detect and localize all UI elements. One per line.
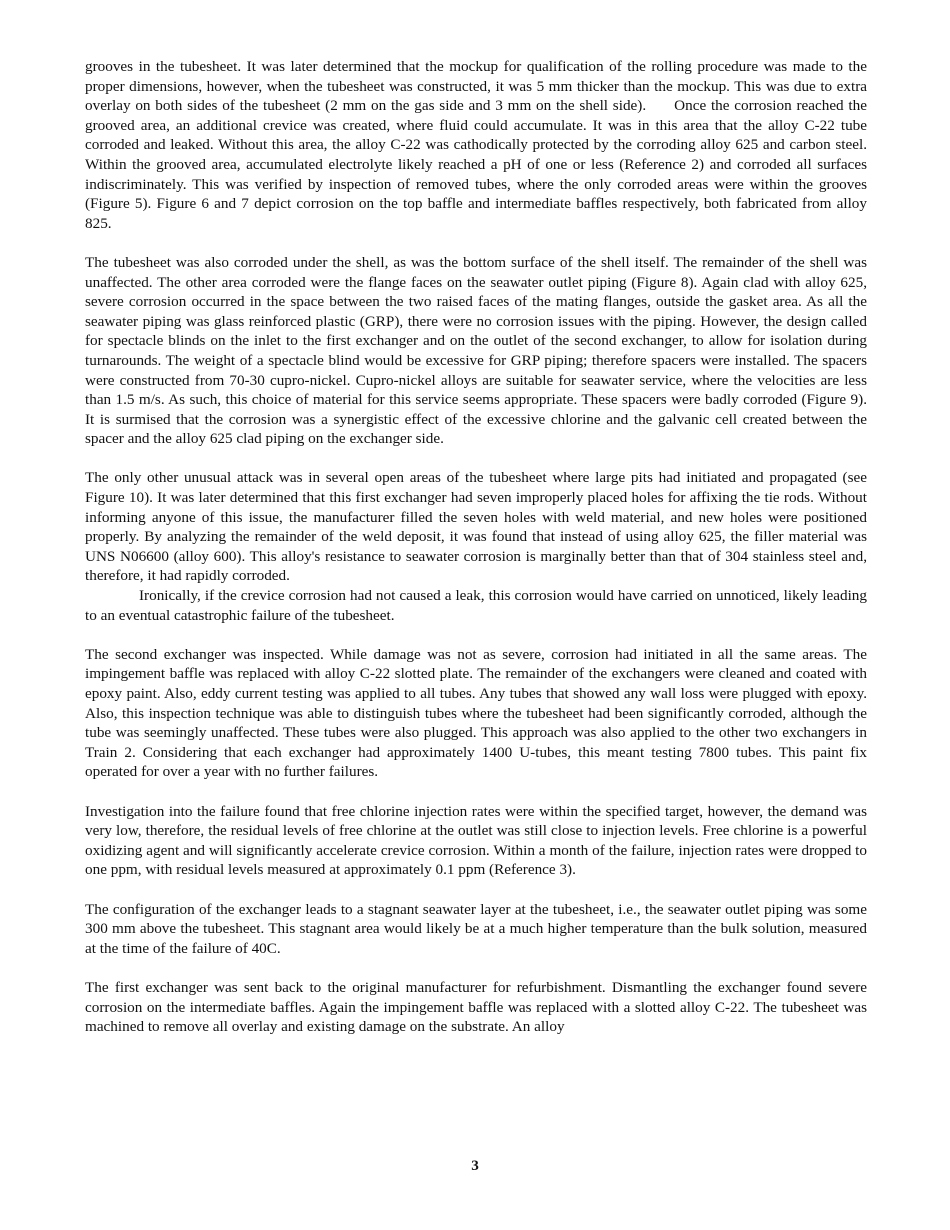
- paragraph-3: [85, 468, 867, 625]
- paragraph-7: The first exchanger was sent back to the original manufacturer for refurbishment. Dismantling the exchanger found severe corrosion on the intermediate baffles. Again the impingement baffle was replaced with a slotted alloy C-22. The tubesheet was machined to remove all overlay and existing damage on the substrate. An alloy: [85, 978, 867, 1036]
- paragraph-1-part-b: Once the corrosion reached the grooved area, an additional crevice was created, where fluid could accumulate. It was in this area that the alloy C-22 tube corroded and leaked. Without this area, the alloy C-22 was cathodically protected by the corroding alloy 625 and carbon steel. Within the grooved area, accumulated electrolyte likely reached a pH of one or less (Reference 2) and corroded all surfaces indiscriminately. This was verified by inspection of removed tubes, where the only corroded areas were within the grooves (Figure 5). Figure 6 and 7 depict corrosion on the top baffle and intermediate baffles respectively, both fabricated from alloy 825.: [85, 97, 867, 232]
- paragraph-3-part-b: Ironically, if the crevice corrosion had not caused a leak, this corrosion would have carried on unnoticed, likely leading to an eventual catastrophic failure of the tubesheet.: [85, 587, 867, 624]
- paragraph-5: Investigation into the failure found that free chlorine injection rates were within the specified target, however, the demand was very low, therefore, the residual levels of free chlorine at the outlet was still close to injection levels. Free chlorine is a powerful oxidizing agent and will significantly accelerate crevice corrosion. Within a month of the failure, injection rates were dropped to one ppm, with residual levels measured at approximately 0.1 ppm (Reference 3).: [85, 802, 867, 879]
- page-body: [85, 57, 867, 1056]
- paragraph-6: The configuration of the exchanger leads to a stagnant seawater layer at the tubesheet, i.e., the seawater outlet piping was some 300 mm above the tubesheet. This stagnant area would likely be at a much higher temperature than the bulk solution, measured at the time of the failure of 40C.: [85, 900, 867, 957]
- paragraph-1-part-a: grooves in the tubesheet. It was later determined that the mockup for qualification of the rolling procedure was made to the proper dimensions, however, when the tubesheet was constructed, it was 5 mm thicker than the mockup. This was due to extra overlay on both sides of the tubesheet (2 mm on the gas side and 3 mm on the shell side).: [85, 58, 867, 115]
- paragraph-1: [85, 57, 867, 233]
- paragraph-3-part-a: The only other unusual attack was in several open areas of the tubesheet where large pits had initiated and propagated (see Figure 10). It was later determined that this first exchanger had seven improperly placed holes for affixing the tie rods. Without informing anyone of this issue, the manufacturer filled the seven holes with weld material, and new holes were positioned properly. By analyzing the remainder of the weld deposit, it was found that instead of using alloy 625, the filler material was UNS N06600 (alloy 600). This alloy's resistance to seawater corrosion is marginally better than that of 304 stainless steel and, therefore, it had rapidly corroded.: [85, 469, 867, 585]
- paragraph-2: The tubesheet was also corroded under the shell, as was the bottom surface of the shell itself. The remainder of the shell was unaffected. The other area corroded were the flange faces on the seawater outlet piping (Figure 8). Again clad with alloy 625, severe corrosion occurred in the space between the two raised faces of the mating flanges, outside the gasket area. As all the seawater piping was glass reinforced plastic (GRP), there were no corrosion issues with the piping. However, the design called for spectacle blinds on the inlet to the first exchanger and on the outlet of the second exchanger, to allow for isolation during turnarounds. The weight of a spectacle blind would be excessive for GRP piping; therefore spacers were installed. The spacers were constructed from 70-30 cupro-nickel. Cupro-nickel alloys are suitable for seawater service, where the velocities are less than 1.5 m/s. As such, this choice of material for this service seems appropriate. These spacers were badly corroded (Figure 9). It is surmised that the corrosion was a synergistic effect of the excessive chlorine and the galvanic cell created between the spacer and the alloy 625 clad piping on the exchanger side.: [85, 253, 867, 448]
- page-number: 3: [471, 1157, 479, 1174]
- paragraph-4: The second exchanger was inspected. While damage was not as severe, corrosion had initiated in all the same areas. The impingement baffle was replaced with alloy C-22 slotted plate. The remainder of the exchangers were cleaned and coated with epoxy paint. Also, eddy current testing was applied to all tubes. Any tubes that showed any wall loss were plugged with epoxy. Also, this inspection technique was able to distinguish tubes where the tubesheet had been significantly corroded, although the tube was seemingly unaffected. These tubes were also plugged. This approach was also applied to the other two exchangers in Train 2. Considering that each exchanger had approximately 1400 U-tubes, this meant testing 7800 tubes. This paint fix operated for over a year with no further failures.: [85, 645, 867, 781]
